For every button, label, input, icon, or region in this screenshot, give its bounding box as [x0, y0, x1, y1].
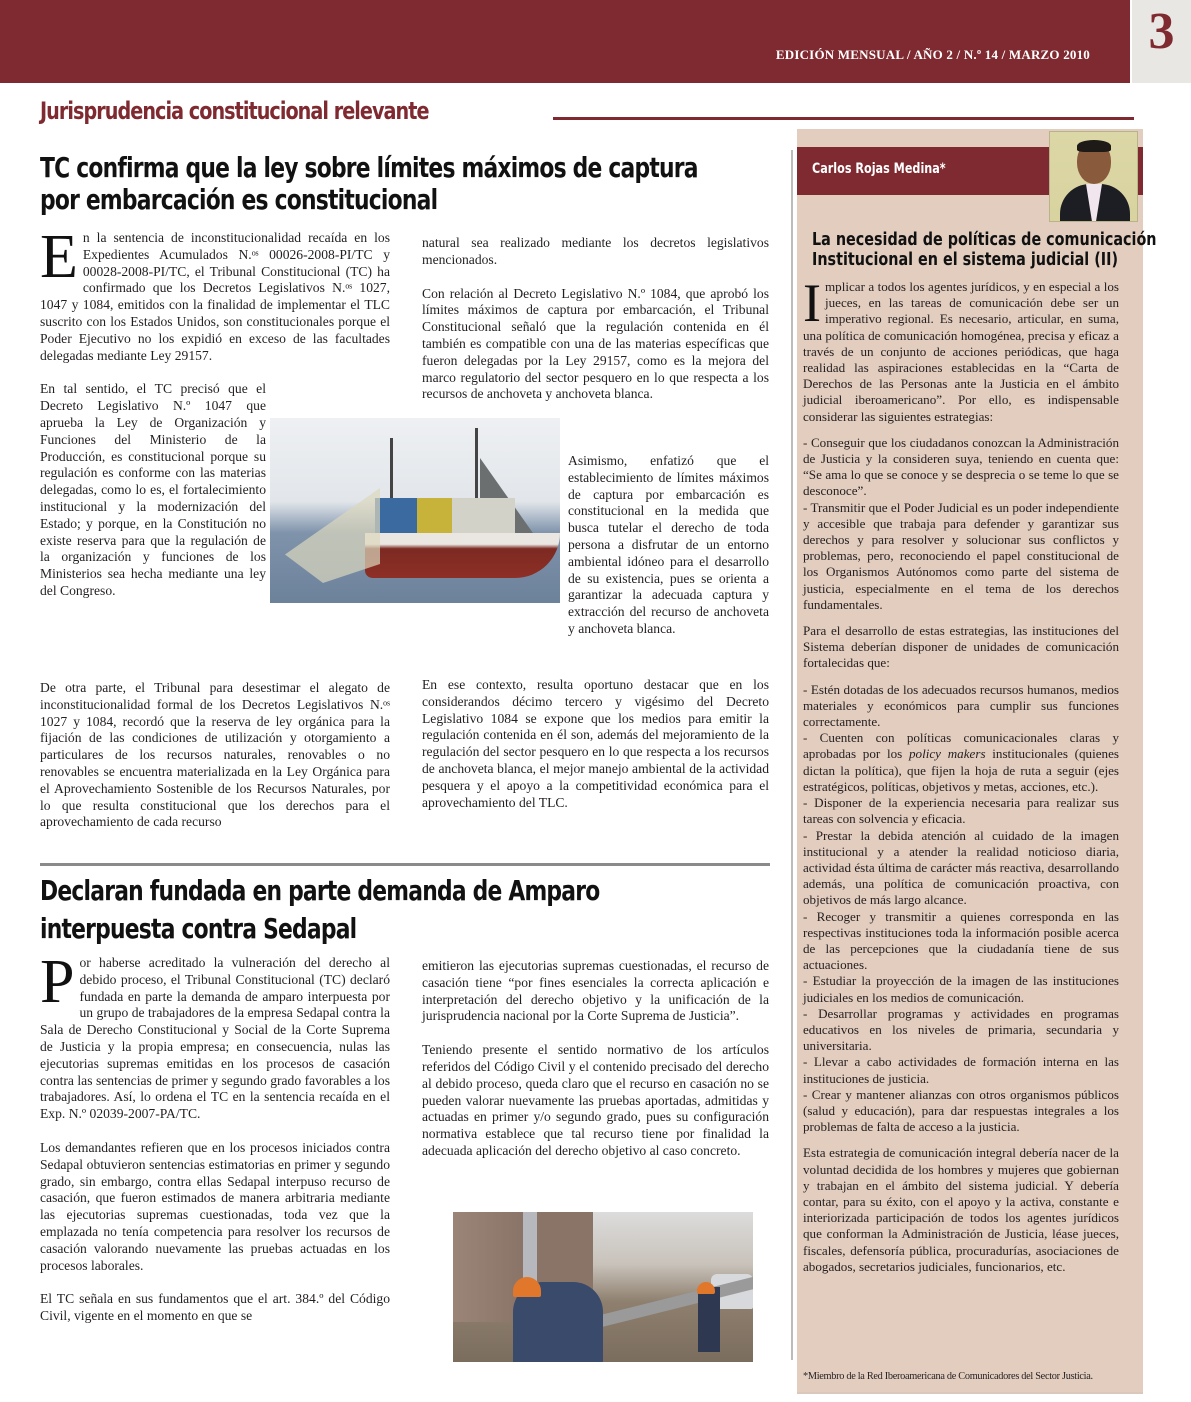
page-number-box: [1132, 0, 1191, 83]
page-number: 3: [1148, 3, 1175, 60]
article1-headline-line2: por embarcación es constitucional: [40, 183, 438, 216]
article2-paragraph-2: Los demandantes refieren que en los procesos iniciados contra Sedapal obtuvieron sentencias estimatorias en primer y segundo grado, sin embargo, contra ellas Sedapal interpuso recurso de casación, que fueron estimados de manera arbitraria mediante las ejecutorias supremas cuestionadas, toda vez que la emplazada no tenía competencia para resolver los recursos de casación valorando nuevamente las pruebas actuadas en los procesos laborales.: [40, 1139, 390, 1273]
article1-drop-cap: E: [40, 223, 78, 291]
policy-makers-emphasis: policy makers: [909, 746, 986, 762]
sidebar-body: [803, 273, 1119, 1275]
sidebar-unit-item: - Crear y mantener alianzas con otros organismos públicos (salud y educación), para dar respuestas integrales a los problemas de falta de acceso a la justicia.: [803, 1086, 1119, 1135]
article2-column-1: [40, 948, 390, 1342]
author-name: Carlos Rojas Medina*: [812, 161, 946, 177]
column-divider: [791, 150, 793, 1360]
sidebar-closing: Esta estrategia de comunicación integral debería nacer de la voluntad decidida de los hombres y mujeres que gobiernan y trabajan en el ámbito del sistema judicial. Y debería contar, para su éxito, con el apoyo y la activa, constante e interiorizada participación de todos los agentes jurídicos que conforman la Administración de Justicia, léase jueces, fiscales, defensoría pública, procuradurías, asociaciones de abogados, secretarios judiciales, funcionarios, etc.: [803, 1145, 1119, 1274]
article1-column-2: [422, 235, 769, 403]
sidebar-strategy: - Conseguir que los ciudadanos conozcan la Administración de Justicia y la consideren suya, teniendo en cuenta que: “Se ama lo que se conoce y se desprecia o se teme lo que se desconoce”.: [803, 434, 1119, 499]
article-divider: [40, 863, 770, 866]
article1-paragraph-1: En la sentencia de inconstitucionalidad recaída en los Expedientes Acumulados N.ᵒˢ 00026-2008-PI/TC y 00028-2008-PI/TC, el Tribunal Constitucional (TC) ha confirmado que los Decretos Legislativos N.ᵒˢ 1027, 1047 y 1084, emitidos con la finalidad de implementar el TLC suscrito con los Estados Unidos, son constitucionales porque el Poder Ejecutivo no los expidió en exceso de las facultades delegadas mediante Ley 29157.: [40, 223, 390, 363]
article1-paragraph-3: De otra parte, el Tribunal para desestimar el alegato de inconstitucionalidad formal de los Decretos Legislativos N.ᵒˢ 1027 y 1084, recordó que la reserva de ley orgánica para la fijación de las condiciones de utilización y otorgamiento a particulares de los recursos naturales, renovables o no renovables se encuentra materializada en la Ley Orgánica para el Aprovechamiento Sostenible de los Recursos Naturales, por lo que resulta constitucional que los derechos para el aprovechamiento de cada recurso: [40, 680, 390, 830]
masthead-bar: [0, 0, 1130, 83]
sidebar-unit-item: - Cuenten con políticas comunicacionales claras y aprobadas por los policy makers institucionales (quienes dictan la política), que fijen la hoja de ruta a seguir (ejes estratégicos, políticas, objetivos y metas, acciones, etc.).: [803, 730, 1119, 794]
sidebar-title-line1: La necesidad de políticas de comunicación: [812, 230, 1157, 250]
sidebar-unit-item: - Llevar a cabo actividades de formación interna en las instituciones de justicia.: [803, 1054, 1119, 1086]
issue-line: EDICIÓN MENSUAL / AÑO 2 / N.º 14 / MARZO 2010: [775, 47, 1090, 62]
article1-paragraph-5: Con relación al Decreto Legislativo N.º 1084, que aprobó los límites máximos de captura por embarcación, el Tribunal Constitucional señaló que la regulación contenida en él también es compatible con una de las materias específicas que fueron delegadas por la Ley 29157, como es la mejora del marco regulatorio del sector pesquero en lo que respecta a los recursos de anchoveta y anchoveta blanca.: [422, 285, 769, 402]
section-title: Jurisprudencia constitucional relevante: [40, 97, 429, 125]
sidebar-bottom-rule: [797, 1392, 1143, 1394]
sidebar-unit-item: - Disponer de la experiencia necesaria para realizar sus tareas con solvencia y eficacia.: [803, 795, 1119, 827]
article2-column-2: [422, 958, 769, 1177]
article1-paragraph-6: Asimismo, enfatizó que el establecimiento de límites máximos de captura por embarcación es constitucional en la medida que busca tutelar el derecho de toda persona a disfrutar de un entorno ambiental idóneo para el desarrollo de su existencia, pues se orienta a garantizar la adecuada captura y extracción del recurso de anchoveta y anchoveta blanca.: [568, 453, 769, 636]
sidebar-units-intro: Para el desarrollo de estas estrategias, las instituciones del Sistema deberían disponer de unidades de comunicación fortalecidas que:: [803, 623, 1119, 671]
article1-column-2b: [568, 453, 769, 655]
sidebar-intro: Implicar a todos los agentes jurídicos, y en especial a los jueces, en las tareas de comunicación debe ser un imperativo regional. Es necesario, articular, en suma, una política de comunicación homogénea, precisa y eficaz a través de un conjunto de acciones periódicas, que haga realidad las aspiraciones establecidas en la “Carta de Derechos de las Personas ante la Justicia en el ámbito judicial iberoamericano”. Por ello, es indispensable considerar las siguientes estrategias:: [803, 273, 1119, 424]
article2-paragraph-3: El TC señala en sus fundamentos que el art. 384.º del Código Civil, vigente en el momento en que se: [40, 1291, 390, 1324]
article2-headline: [40, 872, 599, 948]
sidebar-unit-item: - Prestar la debida atención al cuidado de la imagen institucional y a atender la realidad noticioso diaria, actividad ésta última de carácter más reactiva, desarrollando además, una política de comunicación proactiva, con objetivos de más largo alcance.: [803, 827, 1119, 908]
article2-headline-line1: Declaran fundada en parte demanda de Amparo: [40, 874, 600, 907]
article2-paragraph-4: emitieron las ejecutorias supremas cuestionadas, el recurso de casación tiene “por fines esenciales la correcta aplicación e interpretación del derecho objetivo y la unificación de la jurisprudencia nacional por la Corte Suprema de Justicia”.: [422, 958, 769, 1024]
fishing-boat-photo: [270, 418, 560, 603]
sidebar-strategy: - Transmitir que el Poder Judicial es un poder independiente y accesible que trabaja para defender y garantizar sus derechos y para resolver y solucionar sus conflictos y problemas, pero, reconociendo el papel constitucional de los Organismos Autónomos como parte del sistema de justicia, especialmente en el tema de los derechos fundamentales.: [803, 499, 1119, 612]
article1-headline: [40, 152, 698, 216]
section-rule: [553, 117, 1134, 120]
article1-paragraph-2: En tal sentido, el TC precisó que el Decreto Legislativo N.º 1047 que aprueba la Ley de Organización y Funciones del Ministerio de la Producción, es constitucional porque su regulación es conforme con las materias delegadas, como lo es, el fortalecimiento institucional y la modernización del Estado; y porque, en la Constitución no existe reserva para que la regulación de la organización y funciones de los Ministerios sea hecha mediante una ley del Congreso.: [40, 381, 266, 598]
article1-paragraph-4: natural sea realizado mediante los decretos legislativos mencionados.: [422, 235, 769, 267]
article2-headline-line2: interpuesta contra Sedapal: [40, 912, 357, 945]
author-photo: [1049, 131, 1138, 222]
sidebar-title: [812, 230, 1157, 270]
sidebar-title-line2: Institucional en el sistema judicial (II): [812, 250, 1119, 270]
article2-drop-cap: P: [40, 948, 75, 1016]
sidebar-unit-item: - Desarrollar programas y actividades en programas educativos en los niveles de primaria, secundaria y universitaria.: [803, 1005, 1119, 1054]
sidebar-unit-item: - Recoger y transmitir a quienes corresponda en las respectivas instituciones toda la información posible acerca de las percepciones que la ciudadanía tiene de sus actuaciones.: [803, 908, 1119, 973]
sidebar-unit-item: - Estén dotadas de los adecuados recursos humanos, medios materiales y económicos para cumplir sus funciones correctamente.: [803, 681, 1119, 730]
article1-paragraph-7: En ese contexto, resulta oportuno destacar que en los considerandos décimo tercero y vigésimo del Decreto Legislativo 1084 se expone que los medios para emitir la regulación contenida en él son, además del mejoramiento de la regulación del sector pesquero en lo que respecta a los recursos de anchoveta blanca, el mejor manejo ambiental de la actividad pesquera y el apoyo a la competitividad económica para el aprovechamiento del TLC.: [422, 677, 769, 810]
article2-paragraph-5: Teniendo presente el sentido normativo de los artículos referidos del Código Civil y el contenido precisado del derecho al debido proceso, queda claro que el recurso en casación no se pueden valorar nuevamente las pruebas aportadas, admitidas y actuadas en primer y/o segundo grado, pues su configuración normativa establece que tal recurso tiene por finalidad la adecuada aplicación del derecho objetivo al caso concreto.: [422, 1042, 769, 1158]
article2-paragraph-1: Por haberse acreditado la vulneración del derecho al debido proceso, el Tribunal Constitucional (TC) declaró fundada en parte la demanda de amparo interpuesta por un grupo de trabajadores de la empresa Sedapal contra la Sala de Derecho Constitucional y Social de la Corte Suprema de Justicia y la propia empresa; en consecuencia, nulas las ejecutorias supremas emitidas en los procesos de casación contra las sentencias de primer y segundo grado favorables a los trabajadores. Así, lo ordena el TC en la sentencia recaída en el Exp. N.º 02039-2007-PA/TC.: [40, 948, 390, 1122]
article1-column-1b: [40, 680, 390, 848]
sidebar-drop-cap: I: [803, 273, 821, 333]
sedapal-workers-photo: [453, 1212, 753, 1362]
article1-column-2c: [422, 677, 769, 828]
sidebar-unit-item: - Estudiar la proyección de la imagen de las instituciones judiciales en los medios de comunicación.: [803, 973, 1119, 1005]
sidebar-footnote: *Miembro de la Red Iberoamericana de Comunicadores del Sector Justicia.: [803, 1371, 1093, 1382]
article1-headline-line1: TC confirma que la ley sobre límites máximos de captura: [40, 151, 698, 184]
